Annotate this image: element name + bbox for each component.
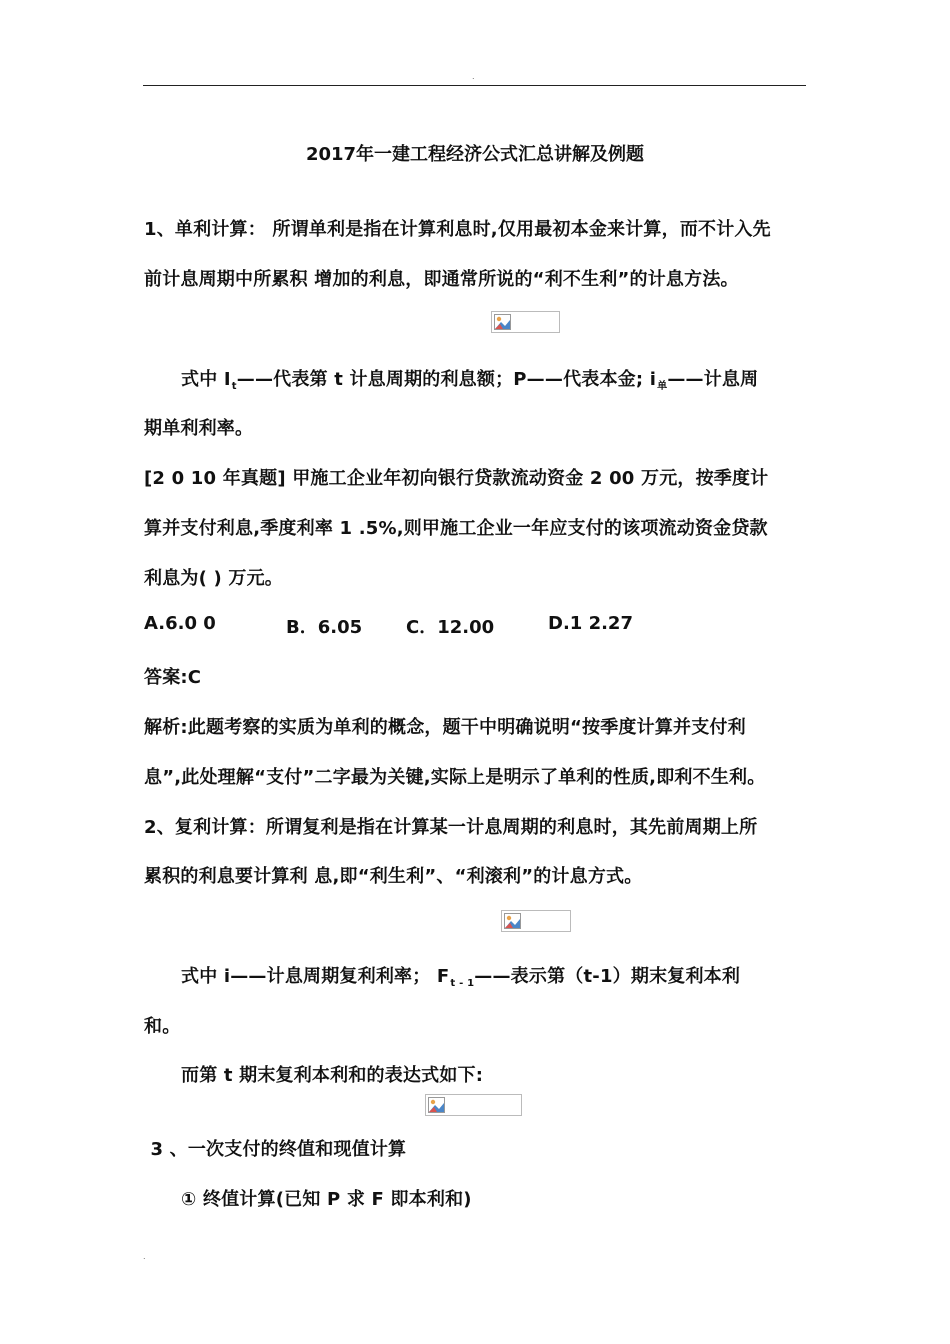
s3-title: 3 、一次支付的终值和现值计算 — [144, 1139, 407, 1160]
s2-def-line2: 和。 — [144, 1016, 181, 1037]
s1-def-line2: 期单利利率。 — [144, 418, 254, 439]
analysis-line1: 解析:此题考察的实质为单利的概念，题干中明确说明“按季度计算并支付利 — [144, 717, 746, 738]
s2-line2: 累积的利息要计算利 息,即“利生利”、“利滚利”的计息方式。 — [144, 866, 643, 887]
header-dot: . — [472, 72, 475, 81]
s1-def-line1: 式中 $I_t——$代表第 t 计息周期的利息额；P——代表本金; $i_单——$计息周 — [181, 369, 759, 392]
broken-image-icon — [428, 1097, 445, 1113]
s2-line1: 2、复利计算：所谓复利是指在计算某一计息周期的利息时，其先前周期上所 — [144, 817, 758, 838]
analysis-line2: 息”,此处理解“支付”二字最为关键,实际上是明示了单利的性质,即利不生利。 — [144, 767, 766, 788]
s1-line1: 1、单利计算： 所谓单利是指在计算利息时,仅用最初本金来计算，而不计入先 — [144, 219, 771, 240]
footer-dot: . — [143, 1252, 146, 1261]
question-line3: 利息为( ) 万元。 — [144, 568, 283, 589]
s3-sub1: ① 终值计算(已知 P 求 F 即本利和) — [181, 1189, 472, 1210]
header-rule — [143, 85, 806, 86]
broken-image-icon — [504, 913, 521, 929]
broken-image-icon — [494, 314, 511, 330]
s2-def-line1: 式中 i——计息周期复利利率； $F_{t - 1}——$表示第（t-1）期末复利本利 — [181, 966, 741, 989]
option-c: C．12.00 — [406, 617, 495, 638]
question-line1: [2 0 10 年真题] 甲施工企业年初向银行贷款流动资金 2 00 万元，按季度计 — [144, 468, 769, 489]
formula-image-2 — [501, 910, 571, 932]
option-b: B．6.05 — [286, 617, 363, 638]
page-title: 2017年一建工程经济公式汇总讲解及例题 — [305, 144, 645, 165]
formula-image-1 — [491, 311, 560, 333]
answer: 答案:C — [144, 667, 202, 688]
formula-image-3 — [425, 1094, 522, 1116]
s2-expr-line: 而第 t 期末复利本利和的表达式如下: — [181, 1065, 484, 1086]
question-line2: 算并支付利息,季度利率 1 .5%,则甲施工企业一年应支付的该项流动资金贷款 — [144, 518, 768, 539]
option-d: D.1 2.27 — [548, 613, 633, 634]
s1-line2: 前计息周期中所累积 增加的利息，即通常所说的“利不生利”的计息方法。 — [144, 269, 739, 290]
option-a: A.6.0 0 — [144, 613, 216, 634]
